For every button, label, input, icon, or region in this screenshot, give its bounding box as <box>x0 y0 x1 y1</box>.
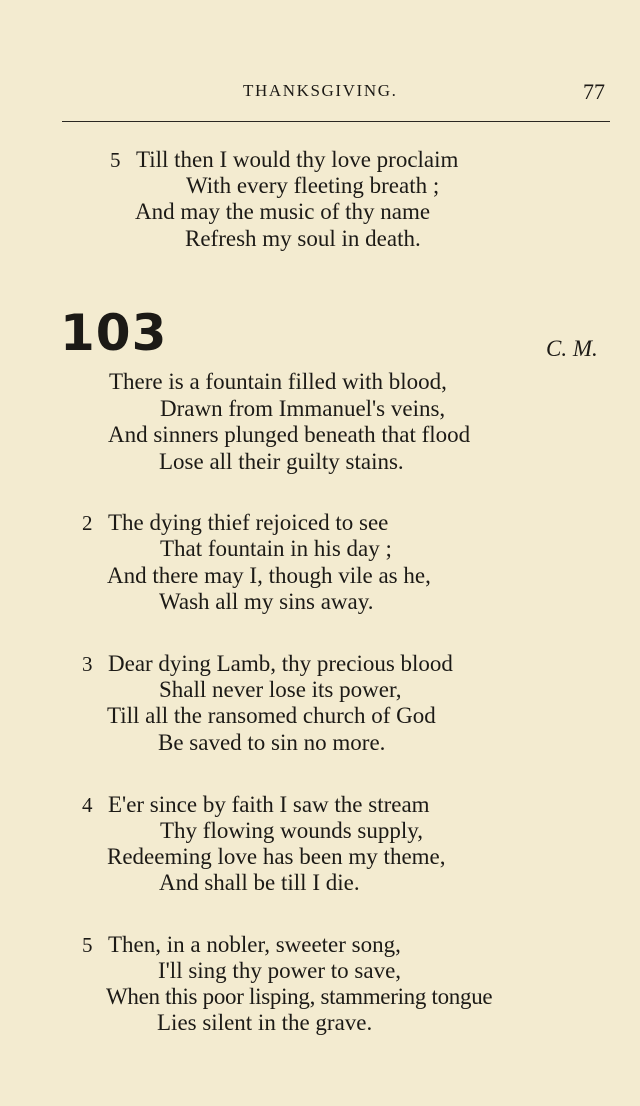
stanza-line: Then, in a nobler, sweeter song, <box>108 932 401 957</box>
hymn-meter: C. M. <box>546 336 598 361</box>
stanza-line: With every fleeting breath ; <box>186 173 440 198</box>
stanza-line: Till all the ransomed church of God <box>107 703 436 728</box>
stanza-line: There is a fountain filled with blood, <box>109 369 447 394</box>
stanza-number: 3 <box>82 652 93 676</box>
stanza-line: Till then I would thy love proclaim <box>136 147 459 172</box>
stanza-line: Refresh my soul in death. <box>185 226 421 251</box>
stanza-line: And may the music of thy name <box>135 199 431 224</box>
stanza-line: Redeeming love has been my theme, <box>107 844 446 869</box>
stanza-number: 2 <box>82 511 93 535</box>
stanza-line: That fountain in his day ; <box>160 536 392 561</box>
stanza-line: The dying thief rejoiced to see <box>108 510 389 535</box>
stanza-line: And sinners plunged beneath that flood <box>108 422 471 447</box>
stanza-line: Lies silent in the grave. <box>157 1010 373 1035</box>
stanza-line: Thy flowing wounds supply, <box>160 818 424 843</box>
stanza-line: And there may I, though vile as he, <box>107 563 431 588</box>
header-rule <box>62 121 610 122</box>
running-title: THANKSGIVING. <box>243 81 398 100</box>
stanza-line: Wash all my sins away. <box>159 589 374 614</box>
stanza-number: 5 <box>110 148 121 172</box>
stanza-line: Lose all their guilty stains. <box>159 449 404 474</box>
hymn-number: 103 <box>60 304 168 362</box>
stanza-line: When this poor lisping, stammering tongue <box>106 984 493 1009</box>
stanza-number: 5 <box>82 933 93 957</box>
stanza-line: Shall never lose its power, <box>159 677 402 702</box>
stanza-line: And shall be till I die. <box>159 870 360 895</box>
page-number: 77 <box>583 79 605 104</box>
stanza-number: 4 <box>82 793 93 817</box>
stanza-line: I'll sing thy power to save, <box>158 958 402 983</box>
stanza-line: Dear dying Lamb, thy precious blood <box>108 651 453 676</box>
stanza-line: E'er since by faith I saw the stream <box>108 792 430 817</box>
stanza-line: Be saved to sin no more. <box>158 730 386 755</box>
stanza-line: Drawn from Immanuel's veins, <box>160 396 446 421</box>
